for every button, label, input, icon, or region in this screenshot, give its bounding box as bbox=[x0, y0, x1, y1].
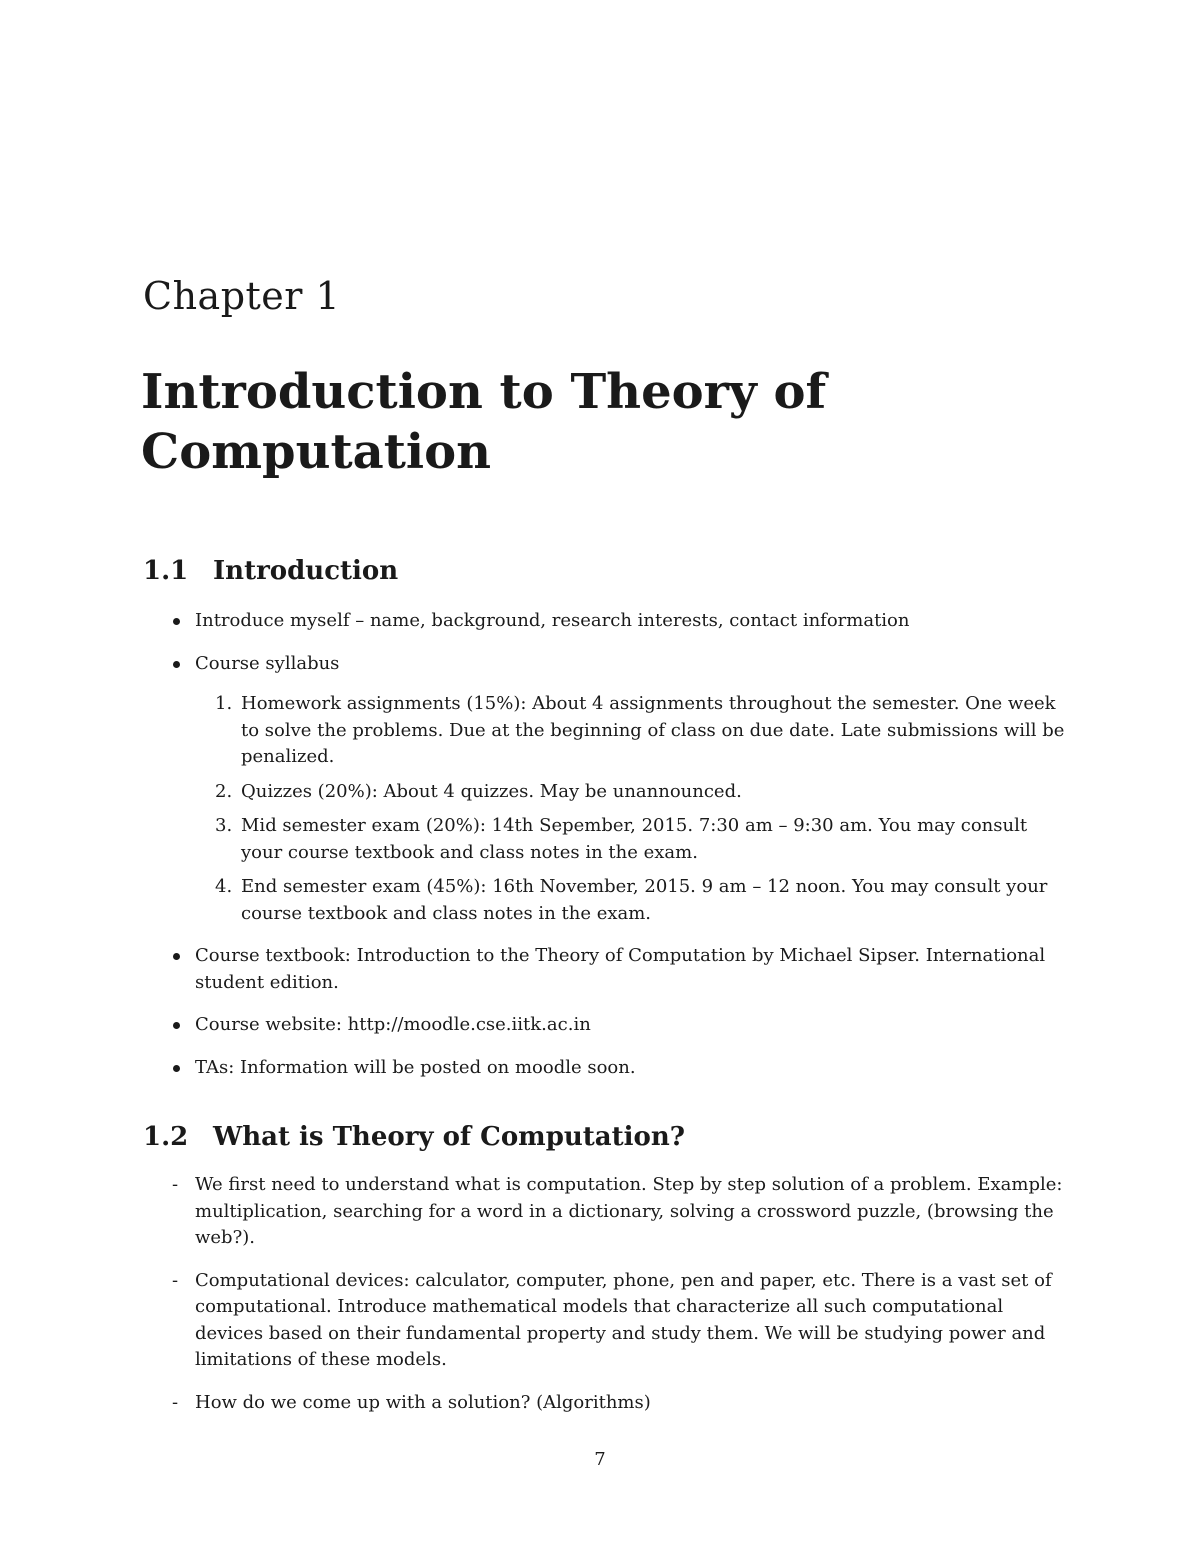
chapter-label: Chapter 1 bbox=[143, 274, 341, 318]
what-is-toc-list bbox=[170, 1172, 1070, 1432]
section-title: What is Theory of Computation? bbox=[213, 1122, 685, 1152]
syllabus-item bbox=[195, 813, 1070, 866]
section-heading-what-is-toc bbox=[143, 1121, 685, 1153]
syllabus-item-text: End semester exam (45%): 16th November, 2015. 9 am – 12 noon. You may consult your course textbook and class notes in the exam. bbox=[241, 876, 1048, 924]
list-item-text: TAs: Information will be posted on moodle soon. bbox=[195, 1056, 636, 1078]
introduction-list bbox=[170, 608, 1070, 1097]
list-item bbox=[170, 943, 1070, 996]
item-number: 1. bbox=[215, 693, 233, 714]
dash-icon: - bbox=[172, 1391, 179, 1413]
dash-icon: - bbox=[172, 1174, 179, 1195]
item-number: 3. bbox=[215, 815, 233, 836]
syllabus-item-text: Homework assignments (15%): About 4 assignments throughout the semester. One week to solve the problems. Due at the beginning of class on due date. Late submissions will be penalized. bbox=[241, 693, 1065, 767]
bullet-icon bbox=[173, 618, 180, 625]
list-item-text: Introduce myself – name, background, research interests, contact information bbox=[195, 610, 910, 631]
section-title: Introduction bbox=[213, 556, 399, 586]
bullet-icon bbox=[173, 953, 180, 960]
list-item bbox=[170, 1012, 1070, 1039]
syllabus-item-text: Quizzes (20%): About 4 quizzes. May be unannounced. bbox=[241, 780, 742, 802]
list-item bbox=[170, 651, 1070, 928]
list-item bbox=[170, 1390, 1070, 1417]
dash-icon: - bbox=[172, 1269, 179, 1291]
syllabus-item bbox=[195, 874, 1070, 927]
syllabus-item bbox=[195, 779, 1070, 806]
page-number: 7 bbox=[594, 1449, 606, 1470]
list-item bbox=[170, 1268, 1070, 1374]
syllabus-item-text: Mid semester exam (20%): 14th Sepember, 2015. 7:30 am – 9:30 am. You may consult your course textbook and class notes in the exam. bbox=[241, 815, 1028, 863]
section-number: 1.2 bbox=[143, 1122, 189, 1152]
list-item-text: How do we come up with a solution? (Algorithms) bbox=[195, 1391, 651, 1413]
list-item-text: Course textbook: Introduction to the Theory of Computation by Michael Sipser. International student edition. bbox=[195, 945, 1046, 993]
syllabus-item bbox=[195, 691, 1070, 771]
bullet-icon bbox=[173, 661, 180, 668]
list-item-text: Computational devices: calculator, computer, phone, pen and paper, etc. There is a vast set of computational. Introduce mathematical models that characterize all such computational devices based on their fundamental property and study them. We will be studying power and limitations of these models. bbox=[195, 1269, 1052, 1370]
list-item-text: Course website: http://moodle.cse.iitk.ac.in bbox=[195, 1014, 591, 1035]
item-number: 4. bbox=[215, 876, 233, 897]
section-heading-introduction bbox=[143, 555, 398, 587]
list-item-text: Course syllabus bbox=[195, 652, 340, 674]
item-number: 2. bbox=[215, 780, 233, 802]
list-item-text: We first need to understand what is computation. Step by step solution of a problem. Example: multiplication, searching for a word in a dictionary, solving a crossword puzzle, (browsing the web?). bbox=[195, 1174, 1063, 1248]
list-item bbox=[170, 1055, 1070, 1082]
syllabus-list bbox=[195, 691, 1070, 927]
list-item bbox=[170, 1172, 1070, 1252]
section-number: 1.1 bbox=[143, 556, 189, 586]
bullet-icon bbox=[173, 1065, 180, 1072]
chapter-title: Introduction to Theory of Computation bbox=[141, 364, 827, 480]
bullet-icon bbox=[173, 1022, 180, 1029]
list-item bbox=[170, 608, 1070, 635]
